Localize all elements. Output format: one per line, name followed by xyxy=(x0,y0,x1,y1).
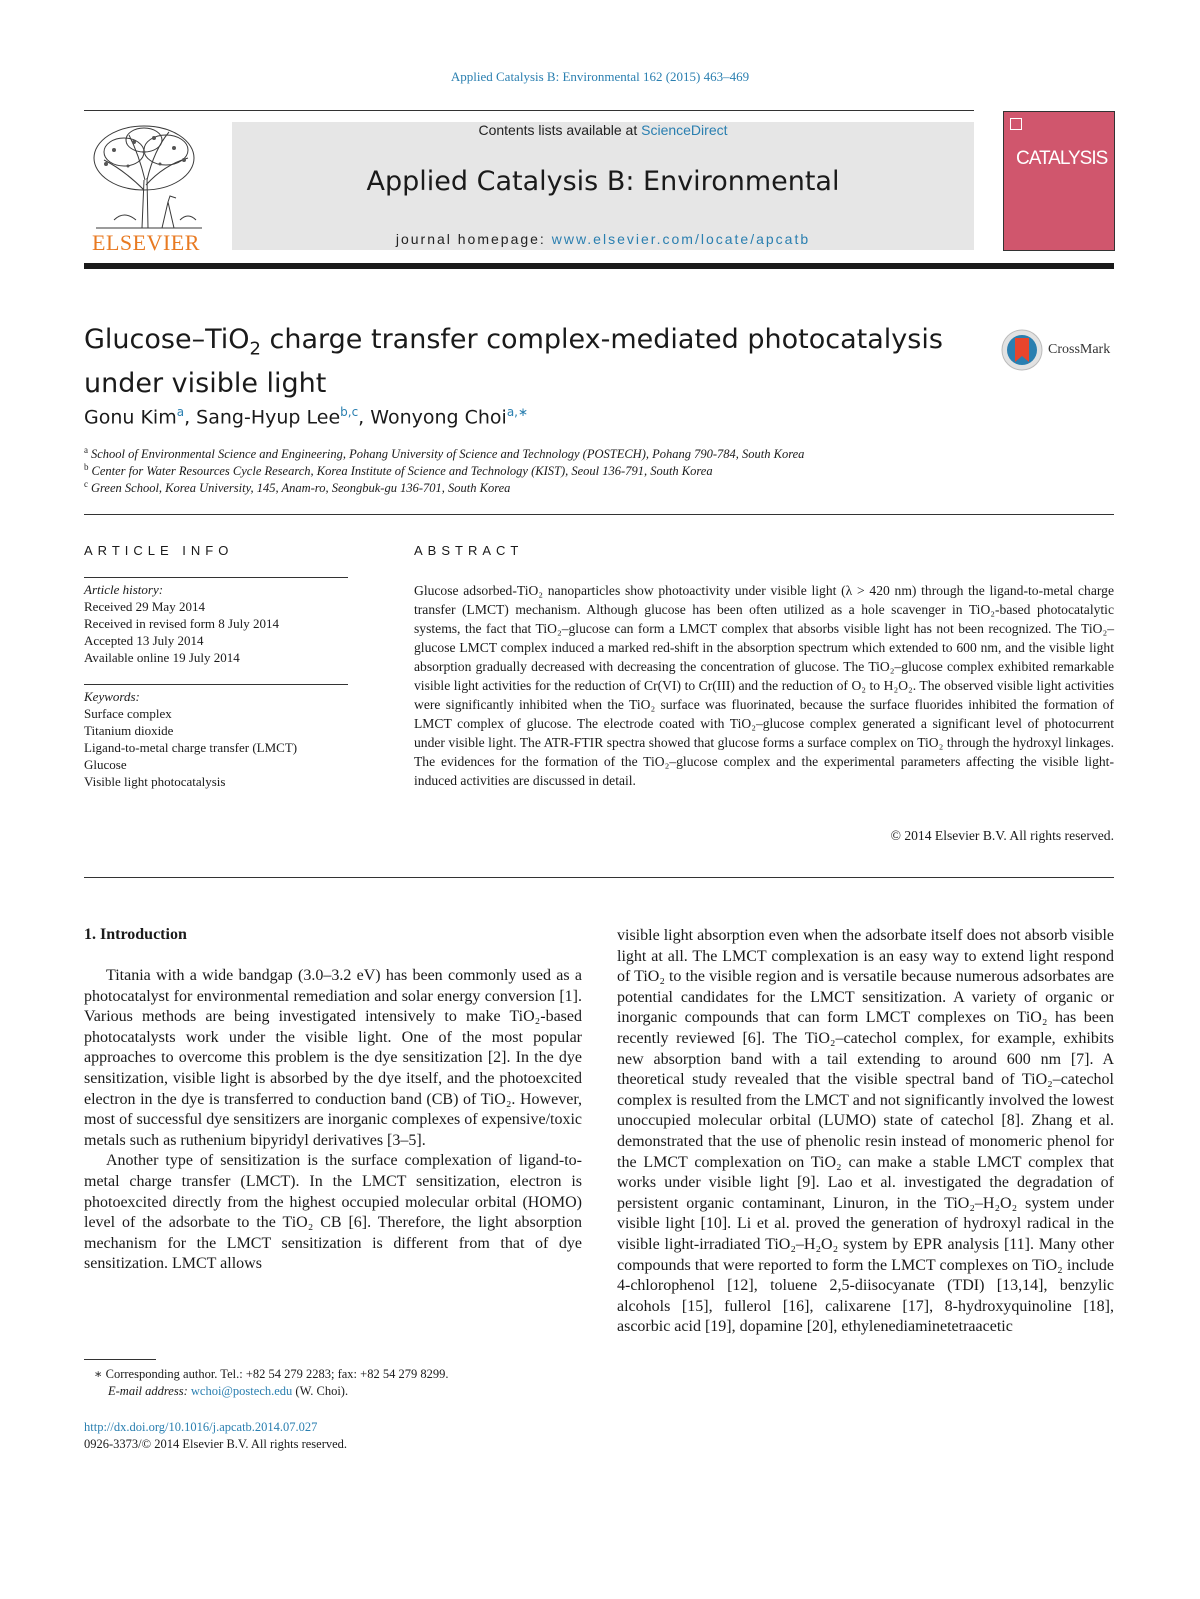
issn-line: 0926-3373/© 2014 Elsevier B.V. All rights reserved. xyxy=(84,1437,348,1451)
front-matter-rule xyxy=(84,514,1114,515)
sciencedirect-link[interactable]: ScienceDirect xyxy=(641,122,728,138)
header-bottom-rule xyxy=(84,263,1114,269)
article-info-heading: ARTICLE INFO xyxy=(84,543,234,558)
affiliation-mark: a xyxy=(84,445,88,455)
keyword: Titanium dioxide xyxy=(84,723,174,738)
abstract-bottom-rule xyxy=(84,877,1114,878)
affiliation xyxy=(84,445,804,462)
title-part2: charge transfer complex-mediated photocatalysis xyxy=(260,324,943,355)
author-affiliation-mark[interactable]: b,c xyxy=(340,405,359,419)
abstract-copyright: © 2014 Elsevier B.V. All rights reserved. xyxy=(890,828,1114,843)
affiliation-mark: c xyxy=(84,479,88,489)
crossmark-badge[interactable] xyxy=(1000,328,1118,372)
history-item: Available online 19 July 2014 xyxy=(84,650,240,665)
section-heading-introduction: 1. Introduction xyxy=(84,926,187,943)
contents-prefix: Contents lists available at xyxy=(478,122,642,138)
affiliation-text: Green School, Korea University, 145, Anam-ro, Seongbuk-gu 136-701, South Korea xyxy=(91,481,511,496)
cover-title: CATALYSIS xyxy=(1016,148,1108,169)
affiliation xyxy=(84,462,713,479)
homepage-prefix: journal homepage: xyxy=(395,231,552,247)
affiliation-text: Center for Water Resources Cycle Research, Korea Institute of Science and Technology (KIST), Seoul 136-791, South Korea xyxy=(91,464,713,479)
title-line2: under visible light xyxy=(84,368,327,400)
article-info-rule xyxy=(84,577,348,578)
body-right-column xyxy=(617,926,1114,1338)
corresponding-text: ∗ Corresponding author. Tel.: +82 54 279 2283; fax: +82 54 279 8299. xyxy=(94,1367,449,1381)
author-name[interactable]: Sang-Hyup Lee xyxy=(196,406,341,429)
body-paragraph: Another type of sensitization is the surface complexation of ligand-to-metal charge transfer (LMCT). In the LMCT sensitization, electron is photoexcited directly from the highest occupied molecular orbital (HOMO) level of the adsorbate to the TiO₂ CB [6]. Therefore, the light absorption mechanism for the LMCT sensitization is different from that of dye sensitization. LMCT allows xyxy=(84,1152,582,1273)
affiliation-text: School of Environmental Science and Engineering, Pohang University of Science and Technology (POSTECH), Pohang 790-784, South Korea xyxy=(91,447,805,462)
keyword: Glucose xyxy=(84,757,127,772)
journal-citation[interactable]: Applied Catalysis B: Environmental 162 (2015) 463–469 xyxy=(450,69,750,84)
affiliation-mark: b xyxy=(84,462,89,472)
homepage-link[interactable]: www.elsevier.com/locate/apcatb xyxy=(551,231,811,247)
history-item: Received in revised form 8 July 2014 xyxy=(84,616,279,631)
email-label: E-mail address: xyxy=(108,1384,191,1398)
crossmark-label: CrossMark xyxy=(1048,342,1111,357)
doi-link[interactable]: http://dx.doi.org/10.1016/j.apcatb.2014.07.027 xyxy=(84,1420,318,1434)
body-left-column xyxy=(84,966,582,1275)
keyword: Visible light photocatalysis xyxy=(84,774,226,789)
body-paragraph: Titania with a wide bandgap (3.0–3.2 eV) has been commonly used as a photocatalyst for environmental remediation and solar energy conversion [1]. Various methods are being investigated intensively to make TiO₂-based photocatalysts work under the visible light. One of the most popular approaches to overcome this problem is the dye sensitization [2]. In the dye sensitization, visible light is absorbed by the dye itself, and the photoexcited electron in the dye is transferred to conduction band (CB) of TiO₂. However, most of successful dye sensitizers are inorganic complexes of expensive/toxic metals such as ruthenium bipyridyl derivatives [3–5]. xyxy=(84,967,582,1149)
affiliation xyxy=(84,479,510,496)
article-title xyxy=(84,322,944,401)
title-subscript: 2 xyxy=(249,338,261,360)
keywords-label: Keywords: xyxy=(84,689,140,704)
cover-logo-icon xyxy=(1010,118,1022,130)
author-name[interactable]: Gonu Kim xyxy=(84,406,177,429)
history-item: Received 29 May 2014 xyxy=(84,599,205,614)
title-part1: Glucose–TiO xyxy=(84,324,250,355)
crossmark-icon xyxy=(1000,328,1044,372)
footnote-rule xyxy=(84,1359,156,1360)
abstract-text: Glucose adsorbed-TiO₂ nanoparticles show photoactivity under visible light (λ > 420 nm) through the ligand-to-metal charge transfer (LMCT) mechanism. Although glucose has been often utilized as a hole scavenger in TiO₂-based photocatalytic systems, the fact that TiO₂–glucose can form a LMCT complex that absorbs visible light has not been recognized. The TiO₂–glucose LMCT complex induced a marked red-shift in the absorption spectrum which extended to 600 nm, and the visible light absorption gradually decreased with decreasing the concentration of glucose. The TiO₂–glucose complex exhibited remarkable visible light activities for the reduction of Cr(VI) to Cr(III) and the reduction of O₂ to H₂O₂. The observed visible light activities were significantly inhibited when the TiO₂ surface was fluorinated, because the surface fluorides inhibited the formation of LMCT complex of glucose. The electrode coated with TiO₂–glucose complex generated a significant level of photocurrent under visible light. The ATR-FTIR spectra showed that glucose forms a surface complex on TiO₂ through the hydroxyl linkages. The evidences for the formation of the TiO₂–glucose complex and the experimental parameters affecting the visible light-induced activities are discussed in detail. xyxy=(414,583,1114,788)
journal-cover-thumbnail[interactable] xyxy=(1003,111,1115,251)
journal-homepage xyxy=(232,231,974,247)
abstract-heading: ABSTRACT xyxy=(414,543,524,558)
email-suffix: (W. Choi). xyxy=(292,1384,349,1398)
body-paragraph: visible light absorption even when the adsorbate itself does not absorb visible light at all. The LMCT complexation is an easy way to extend light respond of TiO₂ to the visible region and is versatile because numerous adsorbates are potential candidates for the LMCT sensitization. A variety of organic or inorganic compounds that can form LMCT complexes on TiO₂ has been recently reviewed [6]. The TiO₂–catechol complex, for example, exhibits new absorption band with a tail extending to around 600 nm [7]. A theoretical study revealed that the visible spectral band of TiO₂–catechol complex is resulted from the LMCT and not significantly involved the lowest unoccupied molecular orbital (LUMO) state of catechol [8]. Zhang et al. demonstrated that the use of phenolic resin instead of monomeric phenol for the LMCT complexation on TiO₂ can make a stable LMCT complex that works under visible light [9]. Lao et al. investigated the degradation of persistent organic contaminant, Linuron, in the TiO₂–H₂O₂ system under visible light [10]. Li et al. proved the generation of hydroxyl radical in the visible light-irradiated TiO₂–H₂O₂ system by EPR analysis [11]. Many other compounds that were reported to form the LMCT complexes on TiO₂ include 4-chlorophenol [12], toluene 2,5-diisocyanate (TDI) [13,14], benzylic alcohols [15], fullerol [16], calixarene [17], 8-hydroxyquinoline [18], ascorbic acid [19], dopamine [20], ethylenediaminetetraacetic xyxy=(617,927,1114,1336)
email-line xyxy=(84,1383,584,1400)
keywords-rule xyxy=(84,684,348,685)
keywords xyxy=(84,688,348,790)
author-affiliation-mark[interactable]: a xyxy=(176,405,185,419)
history-label: Article history: xyxy=(84,582,164,597)
elsevier-wordmark: ELSEVIER xyxy=(92,230,200,255)
history-item: Accepted 13 July 2014 xyxy=(84,633,204,648)
journal-name: Applied Catalysis B: Environmental xyxy=(366,166,840,197)
contents-line xyxy=(232,122,974,138)
keyword: Ligand-to-metal charge transfer (LMCT) xyxy=(84,740,298,755)
doi-block xyxy=(84,1419,347,1453)
header-top-rule xyxy=(84,110,974,111)
keyword: Surface complex xyxy=(84,706,172,721)
corresponding-author-footnote xyxy=(84,1366,584,1400)
email-link[interactable]: wchoi@postech.edu xyxy=(190,1384,293,1398)
article-history xyxy=(84,581,348,666)
author-name[interactable]: Wonyong Choi xyxy=(370,406,507,429)
author-affiliation-mark[interactable]: a,∗ xyxy=(506,405,529,419)
author-list: Gonu Kim$^a$, Sang-Hyup Lee$^{b,c}$, Wonyong Choi$^{a,∗}$ xyxy=(84,405,529,429)
